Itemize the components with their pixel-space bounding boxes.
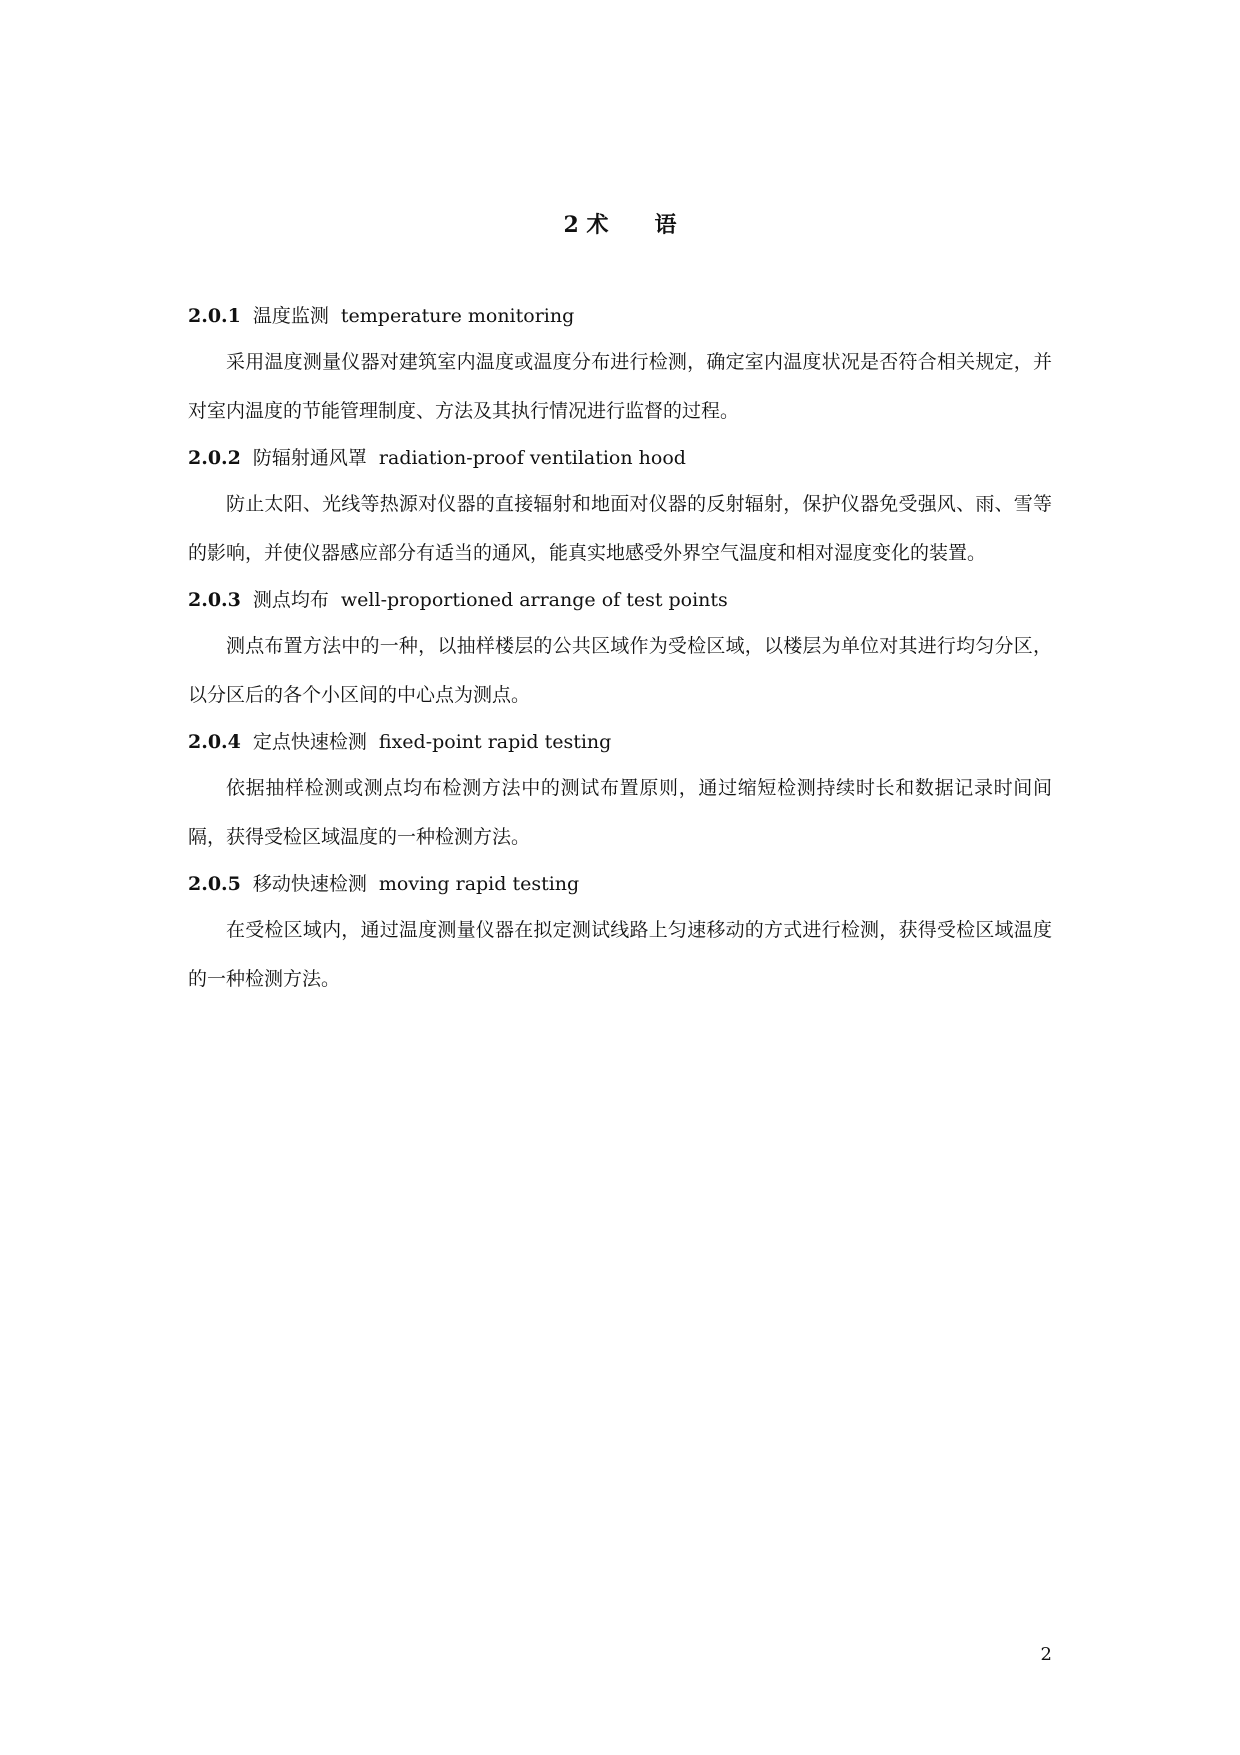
chapter-title bbox=[0, 208, 1240, 239]
term-english: fixed-point rapid testing bbox=[378, 731, 612, 753]
term-entry bbox=[188, 300, 1052, 436]
term-chinese: 防辐射通风罩 bbox=[252, 447, 367, 469]
term-english: well-proportioned arrange of test points bbox=[340, 589, 728, 611]
term-english: radiation-proof ventilation hood bbox=[378, 447, 686, 469]
chapter-title-char-1: 术 bbox=[586, 212, 609, 238]
term-number: 2.0.5 bbox=[188, 873, 241, 895]
term-heading bbox=[188, 868, 1052, 900]
term-number: 2.0.4 bbox=[188, 731, 241, 753]
term-entry bbox=[188, 584, 1052, 720]
term-chinese: 定点快速检测 bbox=[252, 731, 367, 753]
page-number: 2 bbox=[1040, 1644, 1052, 1665]
term-chinese: 移动快速检测 bbox=[252, 873, 367, 895]
term-definition: 依据抽样检测或测点均布检测方法中的测试布置原则，通过缩短检测持续时长和数据记录时间间隔，获得受检区域温度的一种检测方法。 bbox=[188, 777, 1052, 848]
term-heading bbox=[188, 584, 1052, 616]
term-english: temperature monitoring bbox=[340, 305, 575, 327]
terms-list bbox=[188, 300, 1052, 1010]
term-heading bbox=[188, 300, 1052, 332]
term-number: 2.0.1 bbox=[188, 305, 241, 327]
term-definition: 采用温度测量仪器对建筑室内温度或温度分布进行检测，确定室内温度状况是否符合相关规定，并对室内温度的节能管理制度、方法及其执行情况进行监督的过程。 bbox=[188, 351, 1052, 422]
term-entry bbox=[188, 442, 1052, 578]
term-entry bbox=[188, 868, 1052, 1004]
chapter-title-char-2: 语 bbox=[654, 212, 677, 238]
term-heading bbox=[188, 442, 1052, 474]
term-chinese: 测点均布 bbox=[252, 589, 329, 611]
term-definition: 在受检区域内，通过温度测量仪器在拟定测试线路上匀速移动的方式进行检测，获得受检区域温度的一种检测方法。 bbox=[188, 919, 1052, 990]
term-definition: 测点布置方法中的一种，以抽样楼层的公共区域作为受检区域，以楼层为单位对其进行均匀分区，以分区后的各个小区间的中心点为测点。 bbox=[188, 635, 1052, 706]
term-number: 2.0.2 bbox=[188, 447, 241, 469]
term-heading bbox=[188, 726, 1052, 758]
chapter-number: 2 bbox=[563, 212, 579, 238]
term-definition: 防止太阳、光线等热源对仪器的直接辐射和地面对仪器的反射辐射，保护仪器免受强风、雨、雪等的影响，并使仪器感应部分有适当的通风，能真实地感受外界空气温度和相对湿度变化的装置。 bbox=[188, 493, 1052, 564]
term-number: 2.0.3 bbox=[188, 589, 241, 611]
term-english: moving rapid testing bbox=[378, 873, 580, 895]
term-chinese: 温度监测 bbox=[252, 305, 329, 327]
term-entry bbox=[188, 726, 1052, 862]
